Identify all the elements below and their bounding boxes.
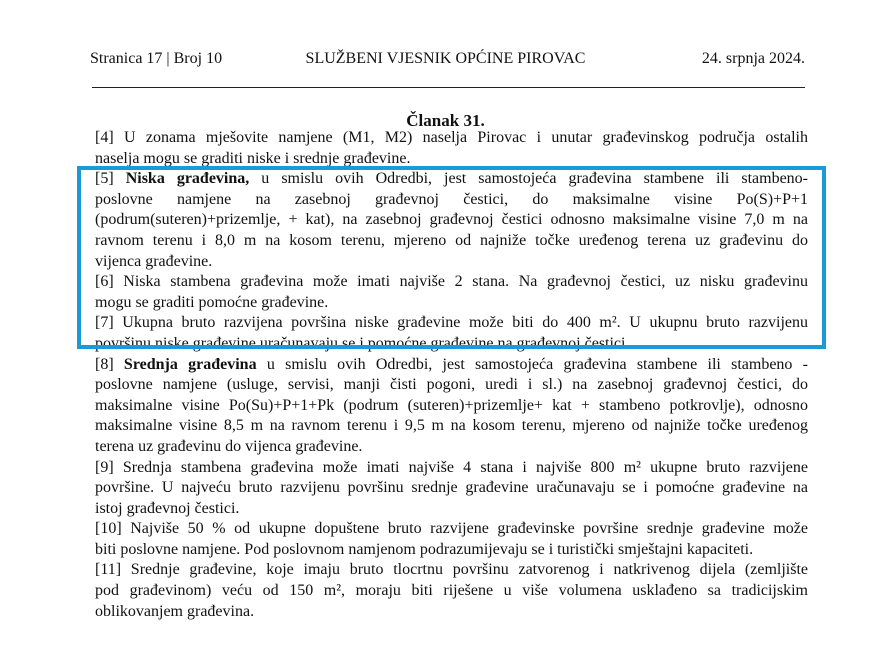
defined-term: Srednja građevina: [123, 355, 257, 373]
text-line: [95, 437, 808, 458]
defined-term: Niska građevina,: [125, 170, 250, 188]
publication-title: SLUŽBENI VJESNIK OPĆINE PIROVAC: [305, 50, 586, 67]
line-text: [10] Najviše 50 % od ukupne dopuštene bruto razvijene građevinske površine srednje građevine može: [95, 520, 808, 538]
text-line: [95, 396, 808, 417]
line-text: u smislu ovih Odredbi, jest samostojeća građevina stambene ili stambeno-: [249, 170, 809, 188]
paragraph-number: [5]: [95, 170, 126, 188]
line-text: mogu se graditi pomoćne građevine.: [95, 293, 329, 311]
text-line: [95, 540, 808, 561]
line-text: poslovne namjene (usluge, servisi, manji čisti pogoni, uredi i sl.) na zasebnoj građevnoj čestici, do: [95, 376, 808, 394]
text-line: [95, 128, 808, 149]
publication-date: 24. srpnja 2024.: [701, 50, 805, 67]
highlight-box: [77, 166, 826, 349]
line-text: maksimalne visine Po(Su)+P+1+Pk (podrum (suteren)+prizemlje+ kat + stambeno potkrovlje), odnosno: [95, 396, 808, 414]
line-text: naselja mogu se graditi niske i srednje građevine.: [95, 149, 411, 167]
paragraph-number: [8]: [95, 355, 124, 373]
line-text: (podrum(suteren)+prizemlje, + kat), na zasebnoj građevnoj čestici odnosno maksimalne visine 7,0 m na: [95, 211, 808, 229]
line-text: terena uz građevinu do vijenca građevine.: [95, 437, 363, 455]
text-line: [95, 519, 808, 540]
text-line: [95, 355, 808, 376]
article-title: Članak 31.: [406, 111, 485, 130]
line-text: istoj građevnoj čestici.: [95, 499, 240, 517]
line-text: pod građevinom) veću od 150 m², moraju biti riješene u više volumena usklađeno sa tradicijskim: [95, 582, 808, 600]
line-text: u smislu ovih Odredbi, jest samostojeća građevina stambene ili stambeno -: [256, 355, 809, 373]
text-line: [95, 458, 808, 479]
line-text: [7] Ukupna bruto razvijena površina niske građevine može biti do 400 m². U ukupnu bruto razvijenu: [95, 314, 808, 332]
line-text: biti poslovne namjene. Pod poslovnom namjenom podrazumijevaju se i turistički smještajni kapaciteti.: [95, 540, 754, 558]
line-text: poslovne namjene na zasebnoj građevnoj čestici, do maksimalne visine Po(S)+P+1: [95, 190, 808, 208]
text-line: [95, 478, 808, 499]
text-line: [95, 416, 808, 437]
page-number-header: Stranica 17 | Broj 10: [90, 50, 223, 67]
line-text: površinu niske građevine uračunavaju se i pomoćne građevine na građevnoj čestici.: [95, 334, 630, 352]
text-line: [95, 499, 808, 520]
text-line: [95, 581, 808, 602]
text-line: [95, 602, 808, 623]
line-text: oblikovanjem građevina.: [95, 602, 255, 620]
text-line: [95, 375, 808, 396]
text-line: [95, 560, 808, 581]
line-text: vijenca građevine.: [95, 252, 213, 270]
line-text: ravnom terenu i 8,0 m na kosom terenu, mjereno od najniže točke uređenog terena uz građevinu do: [95, 231, 808, 249]
line-text: [6] Niska stambena građevina može imati najviše 2 stana. Na građevnoj čestici, uz nisku građevinu: [95, 273, 808, 291]
line-text: [4] U zonama mješovite namjene (M1, M2) naselja Pirovac i unutar građevinskog područja ostalih: [95, 129, 808, 146]
line-text: površine. U najveću bruto razvijenu površinu srednje građevine uračunavaju se i pomoćne građevine na: [95, 479, 808, 497]
line-text: maksimalne visine 8,5 m na ravnom terenu i 9,5 m na kosom terenu, mjereno od najniže točke uređenog: [95, 417, 808, 435]
header-rule: [92, 87, 805, 88]
line-text: [11] Srednje građevine, koje imaju bruto tlocrtnu površinu zatvorenog i natkrivenog dijela (zemljište: [95, 561, 808, 579]
line-text: [9] Srednja stambena građevina može imati najviše 4 stana i najviše 800 m² ukupne bruto razvijene: [95, 458, 808, 476]
